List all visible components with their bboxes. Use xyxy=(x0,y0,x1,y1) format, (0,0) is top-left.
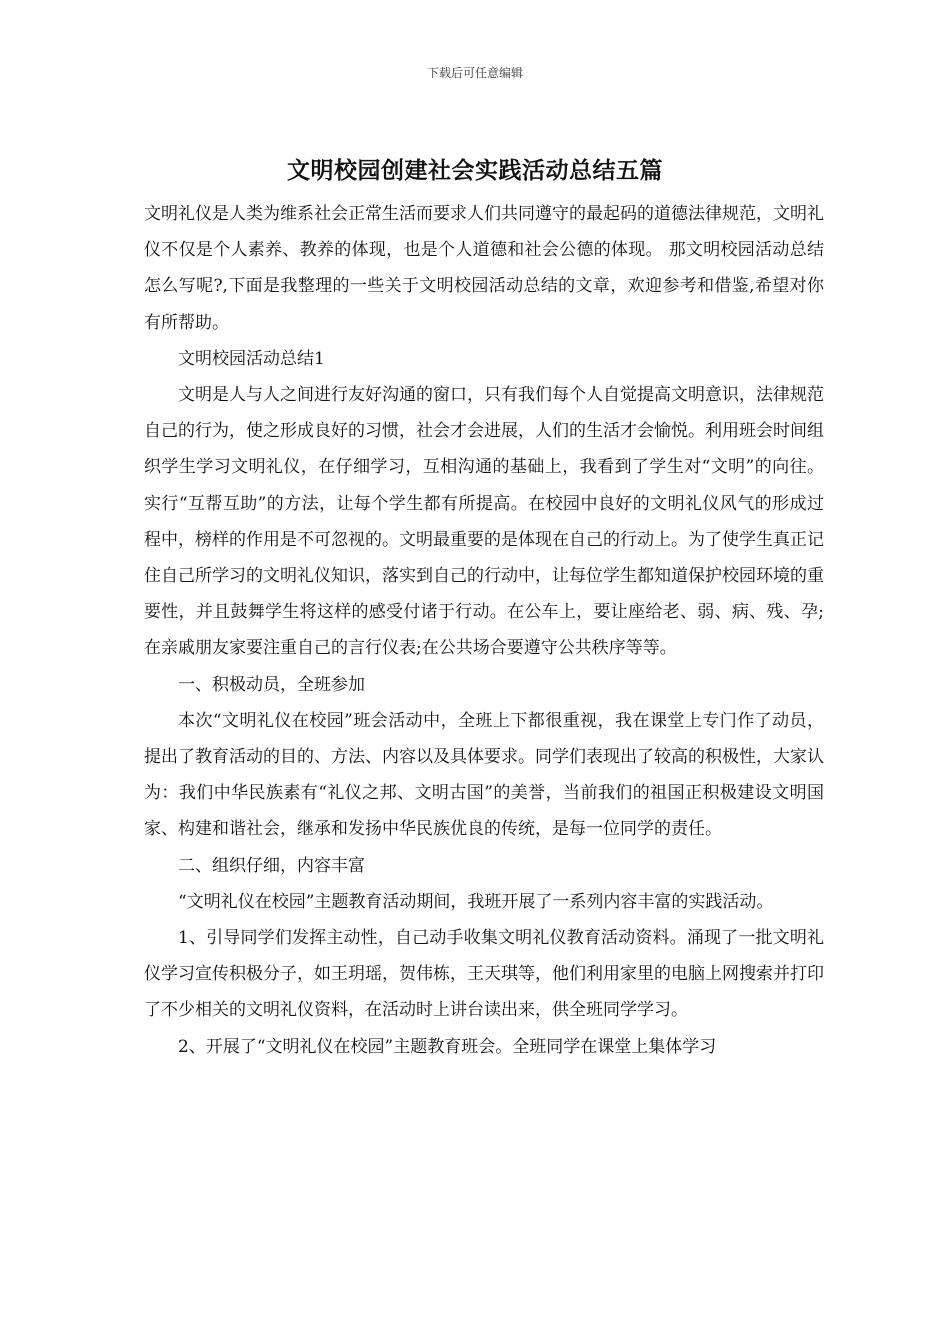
list-item-1: 1、引导同学们发挥主动性，自己动手收集文明礼仪教育活动资料。涌现了一批文明礼仪学习宣传积极分子，如王玥瑶，贺伟栋，王天琪等，他们利用家里的电脑上网搜索并打印了不少相关的文明礼仪资料，在活动时上讲台读出来，供全班同学学习。 xyxy=(144,928,824,1021)
body-paragraph: “文明礼仪在校园”主题教育活动期间，我班开展了一系列内容丰富的实践活动。 xyxy=(178,891,774,912)
intro-paragraph: 文明礼仪是人类为维系社会正常生活而要求人们共同遵守的最起码的道德法律规范，文明礼仪不仅是个人素养、教养的体现，也是个人道德和社会公德的体现。 那文明校园活动总结怎么写呢?,下面是我整理的一些关于文明校园活动总结的文章，欢迎参考和借鉴,希望对你有所帮助。 xyxy=(144,204,824,333)
body-paragraph: 本次“文明礼仪在校园”班会活动中，全班上下都很重视，我在课堂上专门作了动员，提出了教育活动的目的、方法、内容以及具体要求。同学们表现出了较高的积极性，大家认为：我们中华民族素有“礼仪之邦、文明古国”的美誉，当前我们的祖国正积极建设文明国家、构建和谐社会，继承和发扬中华民族优良的传统，是每一位同学的责任。 xyxy=(144,710,824,840)
list-item-2: 2、开展了“文明礼仪在校园”主题教育班会。全班同学在课堂上集体学习 xyxy=(178,1036,717,1057)
subheading-mobilize: 一、积极动员，全班参加 xyxy=(178,674,365,695)
section-heading-summary-1: 文明校园活动总结1 xyxy=(178,348,325,369)
document-body xyxy=(144,196,824,1065)
document-title: 文明校园创建社会实践活动总结五篇 xyxy=(287,157,663,184)
subheading-organize: 二、组织仔细，内容丰富 xyxy=(178,855,365,876)
page-header-note: 下载后可任意编辑 xyxy=(426,66,523,80)
body-paragraph: 文明是人与人之间进行友好沟通的窗口，只有我们每个人自觉提高文明意识，法律规范自己的行为，使之形成良好的习惯，社会才会进展，人们的生活才会愉悦。利用班会时间组织学生学习文明礼仪，在仔细学习，互相沟通的基础上，我看到了学生对“文明”的向往。实行“互帮互助”的方法，让每个学生都有所提高。在校园中良好的文明礼仪风气的形成过程中，榜样的作用是不可忽视的。文明最重要的是体现在自己的行动上。为了使学生真正记住自己所学习的文明礼仪知识，落实到自己的行动中，让每位学生都知道保护校园环境的重要性，并且鼓舞学生将这样的感受付诸于行动。在公车上，要让座给老、弱、病、残、孕;在亲戚朋友家要注重自己的言行仪表;在公共场合要遵守公共秩序等等。 xyxy=(144,385,824,659)
